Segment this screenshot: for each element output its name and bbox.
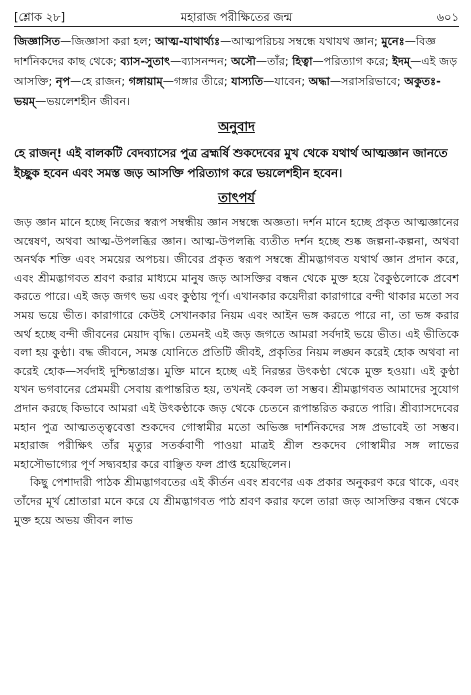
gloss-meaning: —যাবেন; (263, 75, 309, 88)
page-header (14, 6, 459, 26)
gloss-meaning: —পরিত্যাগ করে; (312, 55, 393, 68)
chapter-title: মহারাজ পরীক্ষিতের জন্ম (180, 10, 293, 24)
gloss-meaning: —ভয়লেশহীন জীবন। (35, 95, 131, 108)
gloss-word: ব্যাস-সুতাৎ (120, 55, 171, 68)
gloss-word: জিজ্ঞাসিত (14, 35, 61, 48)
gloss-word: নৃপ (55, 75, 71, 88)
gloss-meaning: —ব্যাসনন্দন; (170, 55, 232, 68)
gloss-meaning: —আত্মপরিচয় সম্বন্ধে যথাযথ জ্ঞান; (220, 35, 382, 48)
page-number: ৬০১ (436, 10, 459, 24)
gloss-word: অসৌ (231, 55, 256, 68)
purport-paragraph: কিছু পেশাদারী পাঠক শ্রীমদ্ভাগবতের এই কীর্তন এবং শ্রবণের এক প্রকার অনুকরণ করে থাকে, এবং তাঁদের মূর্খ শ্রোতারা মনে করে যে শ্রীমদ্ভাগবত পাঠ শ্রবণ করার ফলে তারা জড় আসক্তির বন্ধন থেকে মুক্ত হয়ে অভয় জীবন লাভ (14, 476, 459, 527)
purport-body (14, 214, 459, 530)
purport-paragraph: জড় জ্ঞান মানে হচ্ছে নিজের স্বরূপ সম্বন্ধীয় জ্ঞান সম্বন্ধে অজ্ঞতা। দর্শন মানে হচ্ছে প্রকৃত আত্মজ্ঞানের অন্বেষণ, অথবা আত্ম-উপলব্ধির জ্ঞান। আত্ম-উপলব্ধি ব্যতীত দর্শন হচ্ছে শুষ্ক জল্পনা-কল্পনা, অথবা অনর্থক শক্তি এবং সময়ের অপচয়। জীবের প্রকৃত স্বরূপ সম্বন্ধে শ্রীমদ্ভাগবত যথার্থ জ্ঞান প্রদান করে, এবং শ্রীমদ্ভাগবত শ্রবণ করার মাধ্যমে মানুষ জড় আসক্তির বন্ধন থেকে মুক্ত হয়ে বৈকুণ্ঠলোকে প্রবেশ করতে পারে। এই জড় জগৎ ভয় এবং কুণ্ঠায় পূর্ণ। এখানকার কয়েদীরা কারাগারে বন্দী থাকার মতো সব সময় ভয়ে ভীত। কারাগারে কেউই সেখানকার নিয়ম এবং আইন ভঙ্গ করতে পারে না, তা ভঙ্গ করার অর্থ হচ্ছে বন্দী জীবনের মেয়াদ বৃদ্ধি। তেমনই এই জড় জগতে আমরা সর্বদাই ভয়ে ভীত। এই ভীতিকে বলা হয় কুণ্ঠা। বদ্ধ জীবনে, সমস্ত যোনিতে প্রতিটি জীবই, প্রকৃতির নিয়ম লঙ্ঘন করেই হোক অথবা না করেই হোক—সর্বদাই দুশ্চিন্তাগ্রস্ত। মুক্তি মানে হচ্ছে এই নিরন্তর উৎকণ্ঠা থেকে মুক্ত হওয়া। এই কুণ্ঠা যখন ভগবানের প্রেমময়ী সেবায় রূপান্তরিত হয়, তখনই কেবল তা সম্ভব। শ্রীমদ্ভাগবত আমাদের সুযোগ প্রদান করছে কিভাবে আমরা এই উৎকণ্ঠাকে জড় থেকে চেতনে রূপান্তরিত করতে পারি। শ্রীব্যাসদেবের মহান পুত্র আত্মতত্ত্ববেত্তা শুকদেব গোস্বামীর মতো অভিজ্ঞ দার্শনিকদের সঙ্গ প্রভাবেই তা সম্ভব। মহারাজ পরীক্ষিৎ তাঁর মৃত্যুর সতর্কবাণী পাওয়া মাত্রই শ্রীল শুকদেব গোস্বামীর সঙ্গ লাভের মহাসৌভাগ্যের পূর্ণ সদ্ব্যবহার করে বাঞ্ছিত ফল প্রাপ্ত হয়েছিলেন। (14, 216, 459, 471)
gloss-meaning: —সরাসরিভাবে; (329, 75, 405, 88)
translation-text: হে রাজন্! এই বালকটি বেদব্যাসের পুত্র ব্রহ্মর্ষি শুকদেবের মুখ থেকে যথার্থ আত্মজ্ঞান জানতে ইচ্ছুক হবেন এবং সমস্ত জড় আসক্তি পরিত্যাগ করে ভয়লেশহীন হবেন। (14, 146, 448, 180)
gloss-word: অদ্ধা (308, 75, 330, 88)
gloss-meaning: —হে রাজন; (70, 75, 129, 88)
gloss-meaning: —বিজ্ঞ দার্শনিকদের কাছ থেকে; (14, 35, 437, 68)
gloss-word: ইদম্ (392, 55, 411, 68)
gloss-meaning: —তাঁর; (255, 55, 293, 68)
gloss-meaning: —এই জড় আসক্তি; (14, 55, 458, 88)
gloss-word: অকুতঃ-ভয়ম্ (14, 75, 441, 108)
gloss-word: মুনেঃ (381, 35, 405, 48)
gloss-word: যাস্যতি (231, 75, 264, 88)
gloss-word: হিত্বা (292, 55, 313, 68)
purport-heading: তাৎপর্য (218, 191, 255, 206)
translation-heading: অনুবাদ (218, 120, 255, 135)
word-gloss (14, 32, 459, 112)
verse-reference: [শ্লোক ২৮] (14, 10, 66, 24)
gloss-word: আত্ম-যাথার্থ্যঃ (155, 35, 221, 48)
gloss-meaning: —গঙ্গার তীরে; (162, 75, 232, 88)
gloss-word: গঙ্গায়াম্ (128, 75, 163, 88)
gloss-meaning: —জিজ্ঞাসা করা হল; (60, 35, 156, 48)
